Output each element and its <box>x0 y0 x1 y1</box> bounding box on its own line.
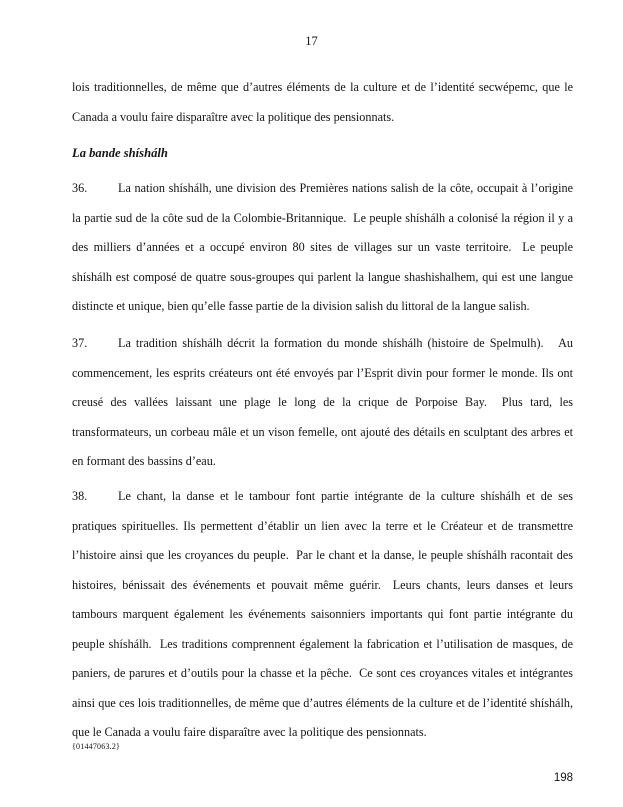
paragraph-38 <box>72 482 577 748</box>
document-id: {01447063.2} <box>72 742 121 751</box>
paragraph-37 <box>72 329 577 477</box>
page-number-top: 17 <box>305 34 318 48</box>
paragraph-text: La nation shíshálh, une division des Premières nations salish de la côte, occupait à l’origine la partie sud de la côte sud de la Colombie-Britannique. Le peuple shíshálh a colonisé la région il y a des milliers d’années et a occupé environ 80 sites de villages sur un vaste territoire. Le peuple shíshálh est composé de quatre sous-groupes qui parlent la langue shashishalhem, qui est une langue distincte et unique, bien qu’elle fasse partie de la division salish du littoral de la langue salish. <box>72 181 577 313</box>
paragraph-text: La tradition shíshálh décrit la formation du monde shíshálh (histoire de Spelmulh). Au commencement, les esprits créateurs ont été envoyés par l’Esprit divin pour former le monde. Ils ont creusé des vallées laissant une plage le long de la crique de Porpoise Bay. Plus tard, les transformateurs, un corbeau mâle et un vison femelle, ont ajouté des détails en sculptant des arbres et en formant des bassins d’eau. <box>72 336 577 468</box>
paragraph-text: Le chant, la danse et le tambour font partie intégrante de la culture shíshálh et de ses pratiques spirituelles. Ils permettent d’établir un lien avec la terre et le Créateur et de transmettre l’histoire ainsi que les croyances du peuple. Par le chant et la danse, le peuple shíshálh racontait des histoires, bénissait des événements et pouvait même guérir. Leurs chants, leurs danses et leurs tambours marquent également les événements saisonniers importants qui font partie intégrante du peuple shíshálh. Les traditions comprennent également la fabrication et l’utilisation de masques, de paniers, de parures et d’outils pour la chasse et la pêche. Ce sont ces croyances vitales et intégrantes ainsi que ces lois traditionnelles, de même que d’autres éléments de la culture et de l’identité shíshálh, que le Canada a voulu faire disparaître avec la politique des pensionnats. <box>72 489 577 739</box>
paragraph-36 <box>72 174 577 322</box>
paragraph-number: 36. <box>72 181 88 195</box>
section-heading: La bande shíshálh <box>72 146 168 160</box>
paragraph-continuation: lois traditionnelles, de même que d’autres éléments de la culture et de l’identité secwépemc, que le Canada a voulu faire disparaître avec la politique des pensionnats. <box>72 80 577 124</box>
paragraph-number: 37. <box>72 336 88 350</box>
page-header <box>0 34 623 48</box>
paragraph-number: 38. <box>72 489 88 503</box>
page-number-bottom: 198 <box>553 772 573 784</box>
